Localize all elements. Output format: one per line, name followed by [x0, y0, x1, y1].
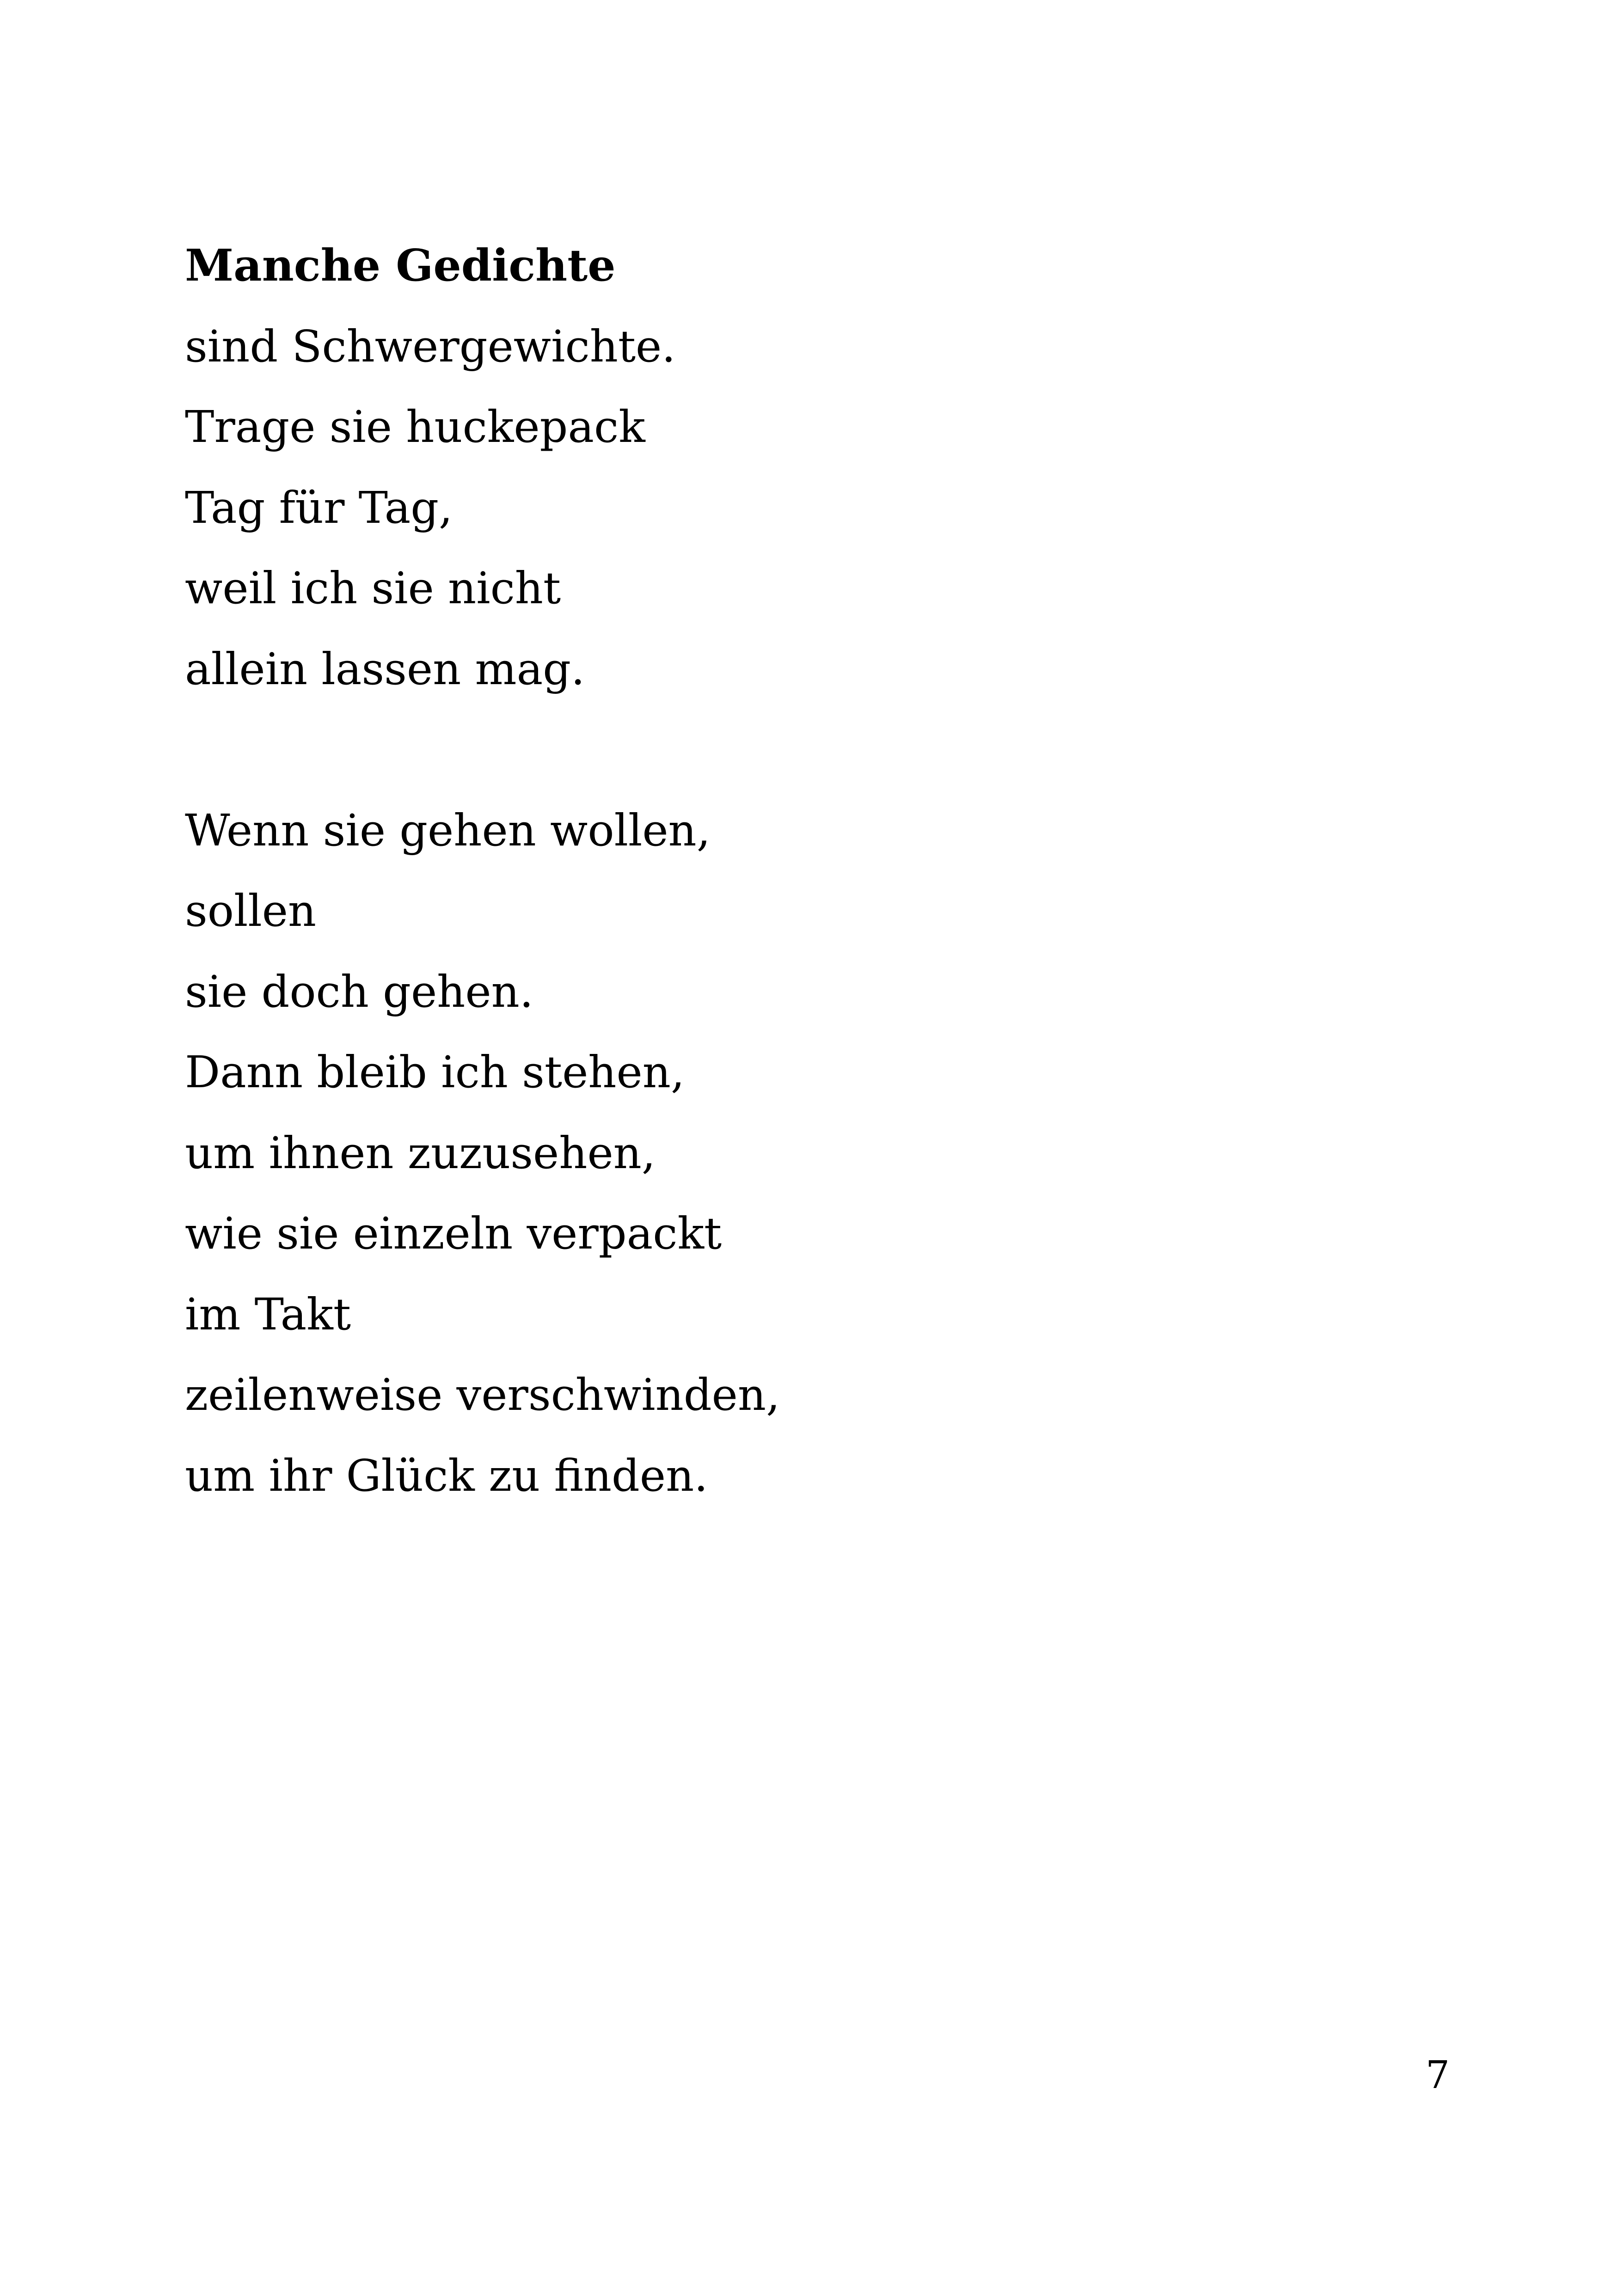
- stanza-2: [185, 790, 1479, 1517]
- poem-line: zeilenweise verschwinden,: [185, 1370, 780, 1420]
- poem-line: Wenn sie gehen wollen,: [185, 805, 711, 856]
- poem-line: sollen: [185, 886, 317, 937]
- poem-line: weil ich sie nicht: [185, 563, 561, 614]
- page-number: 7: [1425, 2053, 1450, 2097]
- poem: [185, 226, 1479, 1516]
- poem-line: Dann bleib ich stehen,: [185, 1047, 685, 1098]
- poem-line: wie sie einzeln verpackt: [185, 1208, 722, 1259]
- poem-line: Tag für Tag,: [185, 482, 453, 533]
- poem-title: Manche Gedichte: [185, 240, 616, 291]
- stanza-1: [185, 226, 1479, 710]
- poem-line: im Takt: [185, 1289, 351, 1340]
- poem-line: um ihr Glück zu finden.: [185, 1450, 708, 1501]
- poem-line: sind Schwergewichte.: [185, 321, 676, 372]
- poem-line: um ihnen zuzusehen,: [185, 1127, 656, 1179]
- poem-line: sie doch gehen.: [185, 966, 533, 1017]
- poem-line: allein lassen mag.: [185, 643, 585, 695]
- poem-line: Trage sie huckepack: [185, 402, 645, 453]
